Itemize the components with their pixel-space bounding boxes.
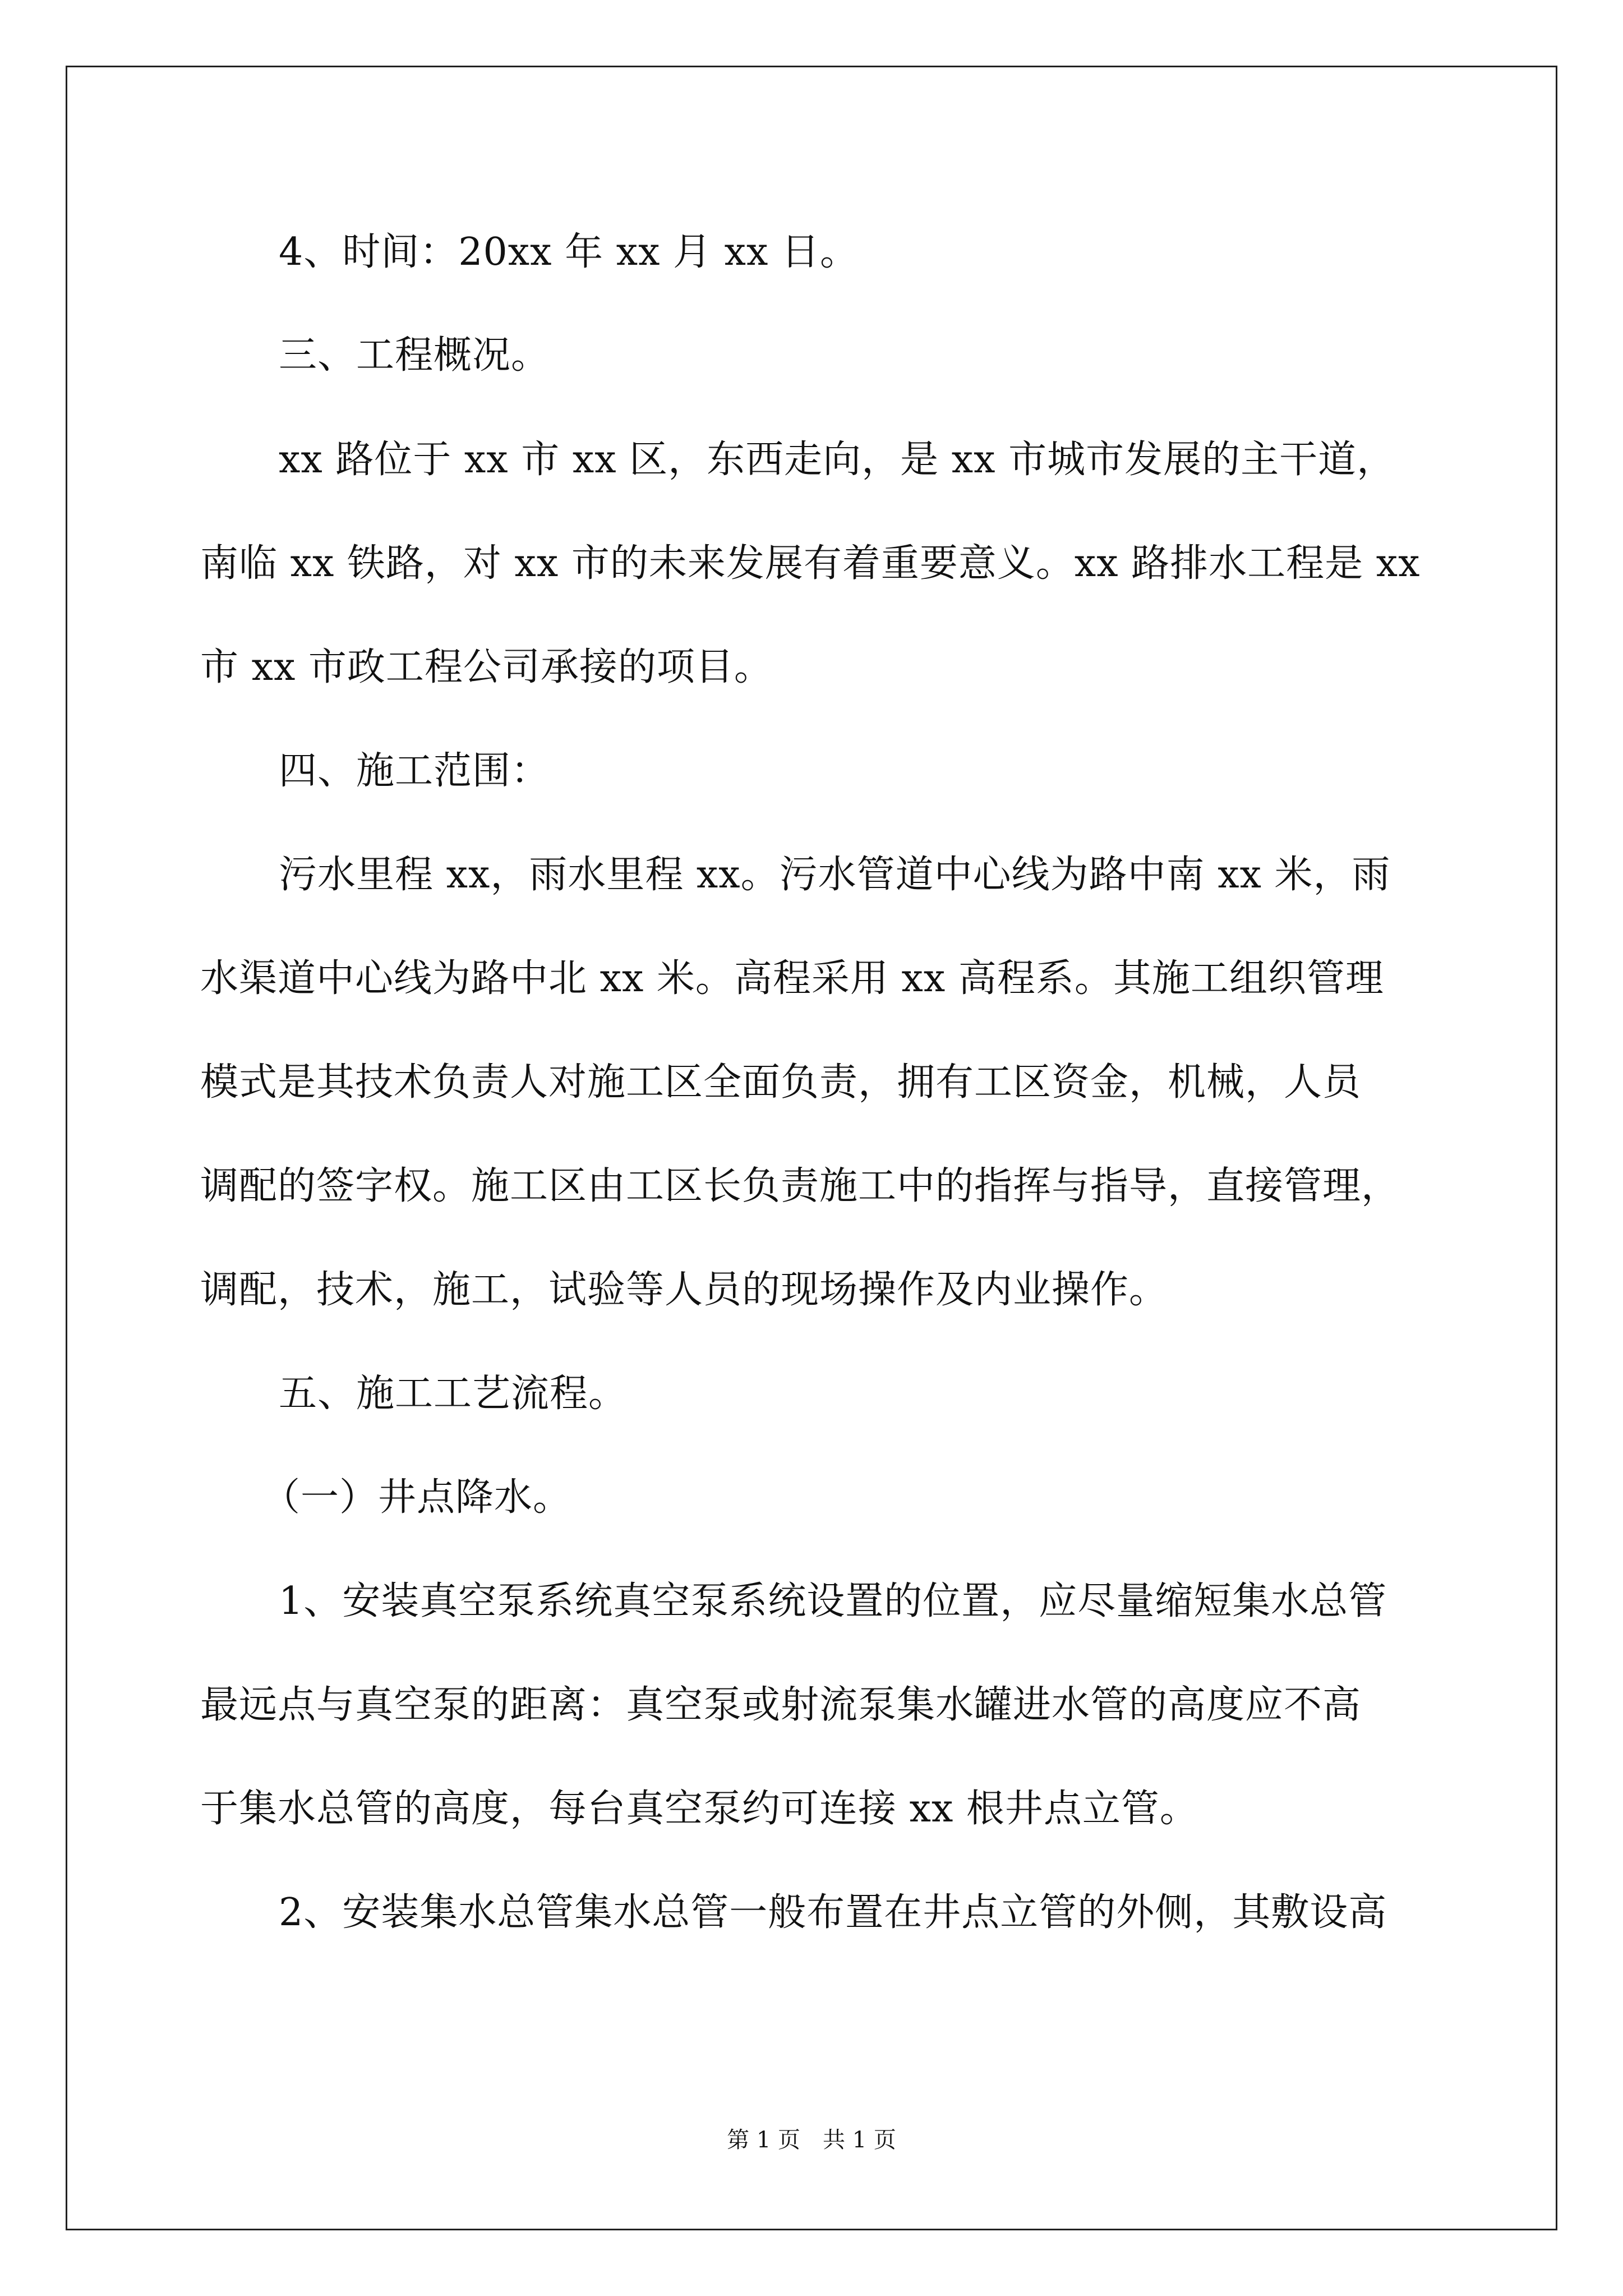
text-line: 市 xx 市政工程公司承接的项目。 [200, 645, 773, 689]
text-line: 水渠道中心线为路中北 xx 米。高程采用 xx 高程系。其施工组织管理 [200, 956, 1384, 1001]
text-line: 调配，技术，施工，试验等人员的现场操作及内业操作。 [200, 1268, 1168, 1312]
text-line: 于集水总管的高度，每台真空泵约可连接 xx 根井点立管。 [200, 1787, 1198, 1831]
text-line: 最远点与真空泵的距离：真空泵或射流泵集水罐进水管的高度应不高 [200, 1683, 1362, 1727]
section-heading: 四、施工范围： [279, 749, 550, 793]
section-heading: 三、工程概况。 [279, 333, 550, 378]
section-heading: 五、施工工艺流程。 [279, 1372, 628, 1416]
text-line: 南临 xx 铁路，对 xx 市的未来发展有着重要意义。xx 路排水工程是 xx [200, 541, 1421, 586]
text-line: 调配的签字权。施工区由工区长负责施工中的指挥与指导，直接管理， [200, 1164, 1400, 1208]
text-line: xx 路位于 xx 市 xx 区，东西走向，是 xx 市城市发展的主干道， [279, 438, 1396, 482]
text-line: 模式是其技术负责人对施工区全面负责，拥有工区资金，机械，人员 [200, 1060, 1362, 1105]
page-footer: 第 1 页 共 1 页 [727, 2127, 896, 2153]
subsection-heading: （一）井点降水。 [262, 1475, 572, 1520]
text-line: 1、安装真空泵系统真空泵系统设置的位置，应尽量缩短集水总管 [279, 1579, 1387, 1623]
text-line: 污水里程 xx，雨水里程 xx。污水管道中心线为路中南 xx 米，雨 [279, 853, 1391, 897]
text-line: 2、安装集水总管集水总管一般布置在井点立管的外侧，其敷设高 [279, 1890, 1387, 1935]
text-line: 4、时间：20xx 年 xx 月 xx 日。 [279, 230, 859, 274]
